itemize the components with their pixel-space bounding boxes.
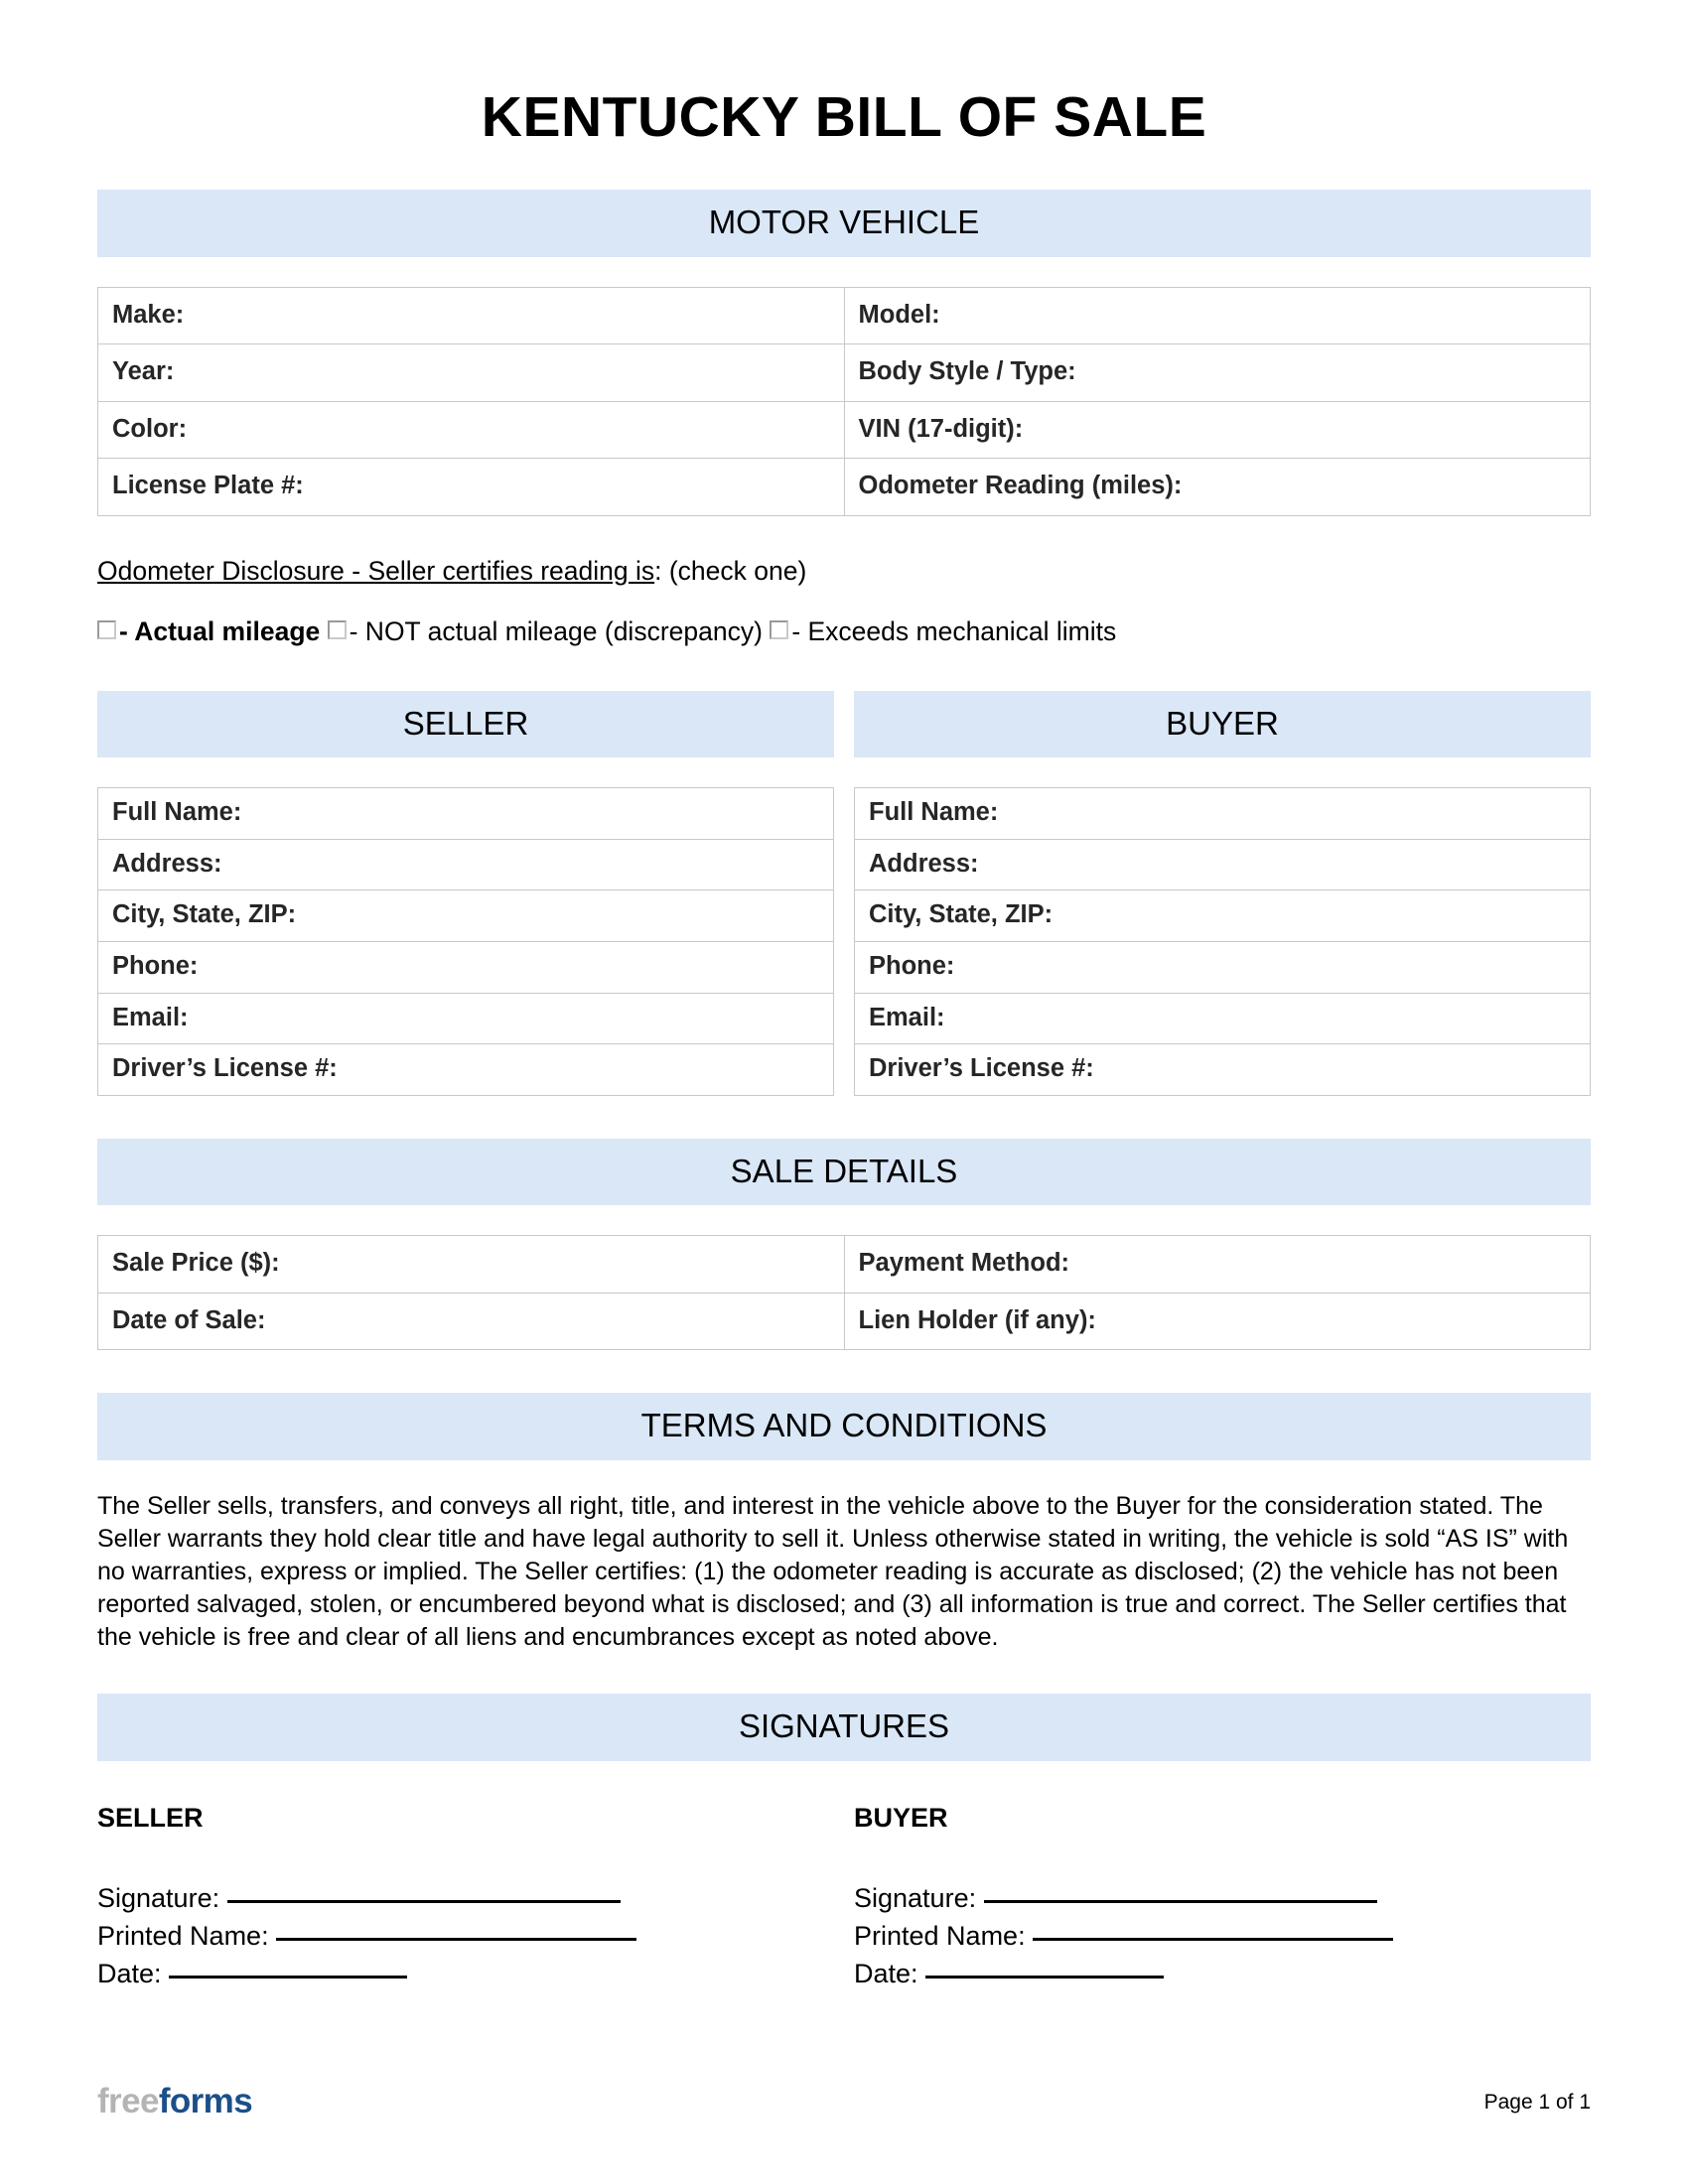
odometer-disclosure-heading — [97, 556, 1591, 588]
table-row — [98, 459, 1591, 516]
odometer-heading-underlined: Odometer Disclosure - Seller certifies reading is — [97, 555, 655, 586]
field-label-body-style[interactable]: Body Style / Type: — [844, 344, 1591, 402]
parties-section — [97, 691, 1591, 1096]
seller-field-city-state-zip[interactable]: City, State, ZIP: — [98, 890, 834, 942]
odometer-options-row — [97, 616, 1591, 648]
buyer-signature-line — [854, 1879, 1591, 1917]
table-row — [98, 1044, 834, 1096]
terms-and-conditions-text: The Seller sells, transfers, and conveys all right, title, and interest in the vehicle above to the Buyer for the consideration stated. The Seller warrants they hold clear title and have legal authority to sell it. Unless otherwise stated in writing, the vehicle is sold “AS IS” with no warranties, express or implied. The Seller certifies: (1) the odometer reading is accurate as disclosed; (2) the vehicle has not been reported salvaged, stolen, or encumbered beyond what is disclosed; and (3) all information is true and correct. The Seller certifies that the vehicle is free and clear of all liens and encumbrances except as noted above. — [97, 1492, 1569, 1652]
field-label-vin[interactable]: VIN (17-digit): — [844, 401, 1591, 459]
sale-details-table — [97, 1235, 1591, 1350]
seller-signature-line — [97, 1879, 834, 1917]
field-label-lien-holder[interactable]: Lien Holder (if any): — [844, 1293, 1591, 1350]
section-header-seller: SELLER — [97, 691, 834, 758]
field-label-odometer-reading[interactable]: Odometer Reading (miles): — [844, 459, 1591, 516]
option-label-exceeds-mechanical-limits[interactable]: - Exceeds mechanical limits — [791, 615, 1117, 646]
table-row — [98, 788, 834, 840]
table-row — [855, 941, 1591, 993]
buyer-field-drivers-license[interactable]: Driver’s License #: — [855, 1044, 1591, 1096]
buyer-date-rule[interactable] — [925, 1976, 1164, 1979]
section-header-signatures: SIGNATURES — [97, 1694, 1591, 1761]
seller-date-label: Date: — [97, 1959, 162, 1989]
buyer-column — [854, 691, 1591, 1096]
field-label-make[interactable]: Make: — [98, 287, 845, 344]
table-row — [855, 839, 1591, 890]
table-row — [855, 1044, 1591, 1096]
buyer-date-line — [854, 1955, 1591, 1992]
page-footer — [97, 2084, 1591, 2118]
buyer-field-address[interactable]: Address: — [855, 839, 1591, 890]
seller-info-table — [97, 787, 834, 1095]
buyer-signature-block — [854, 1803, 1591, 1993]
table-row — [98, 993, 834, 1044]
table-row — [98, 839, 834, 890]
odometer-heading-tail: : (check one) — [654, 555, 807, 586]
checkbox-exceeds-mechanical-limits[interactable] — [770, 620, 788, 639]
section-header-sale-details: SALE DETAILS — [97, 1139, 1591, 1206]
table-row — [855, 993, 1591, 1044]
seller-field-address[interactable]: Address: — [98, 839, 834, 890]
table-row — [98, 344, 1591, 402]
field-label-date-of-sale[interactable]: Date of Sale: — [98, 1293, 845, 1350]
field-label-payment-method[interactable]: Payment Method: — [844, 1236, 1591, 1294]
field-label-model[interactable]: Model: — [844, 287, 1591, 344]
seller-signature-label: Signature: — [97, 1882, 220, 1913]
section-header-motor-vehicle: MOTOR VEHICLE — [97, 190, 1591, 257]
section-header-buyer: BUYER — [854, 691, 1591, 758]
vehicle-info-table — [97, 287, 1591, 516]
logo-text-forms: forms — [158, 2082, 253, 2120]
buyer-date-label: Date: — [854, 1959, 918, 1989]
option-label-actual-mileage[interactable]: - Actual mileage — [119, 615, 321, 646]
buyer-field-email[interactable]: Email: — [855, 993, 1591, 1044]
table-row — [98, 890, 834, 942]
table-row — [855, 890, 1591, 942]
field-label-year[interactable]: Year: — [98, 344, 845, 402]
seller-printed-name-label: Printed Name: — [97, 1921, 269, 1952]
buyer-printed-name-rule[interactable] — [1033, 1938, 1393, 1941]
seller-field-phone[interactable]: Phone: — [98, 941, 834, 993]
seller-field-full-name[interactable]: Full Name: — [98, 788, 834, 840]
seller-signature-role-label: SELLER — [97, 1802, 204, 1833]
field-label-license-plate[interactable]: License Plate #: — [98, 459, 845, 516]
logo-text-free: free — [97, 2082, 159, 2120]
buyer-signature-label: Signature: — [854, 1882, 977, 1913]
seller-signature-block — [97, 1803, 834, 1993]
page-number: Page 1 of 1 — [1483, 2091, 1591, 2114]
buyer-signature-role-label: BUYER — [854, 1802, 948, 1833]
buyer-field-phone[interactable]: Phone: — [855, 941, 1591, 993]
table-row — [98, 941, 834, 993]
seller-date-rule[interactable] — [169, 1976, 407, 1979]
checkbox-not-actual-mileage[interactable] — [328, 620, 347, 639]
seller-printed-name-line — [97, 1917, 834, 1955]
signatures-section — [97, 1803, 1591, 1993]
buyer-field-city-state-zip[interactable]: City, State, ZIP: — [855, 890, 1591, 942]
seller-signature-rule[interactable] — [227, 1900, 621, 1903]
freeforms-logo[interactable] — [97, 2084, 252, 2118]
section-header-terms-and-conditions: TERMS AND CONDITIONS — [97, 1393, 1591, 1460]
seller-column — [97, 691, 834, 1096]
field-label-color[interactable]: Color: — [98, 401, 845, 459]
table-row — [98, 1236, 1591, 1294]
option-label-not-actual-mileage[interactable]: - NOT actual mileage (discrepancy) — [349, 615, 763, 646]
table-row — [98, 1293, 1591, 1350]
field-label-sale-price[interactable]: Sale Price ($): — [98, 1236, 845, 1294]
table-row — [855, 788, 1591, 840]
buyer-info-table — [854, 787, 1591, 1095]
seller-field-drivers-license[interactable]: Driver’s License #: — [98, 1044, 834, 1096]
seller-printed-name-rule[interactable] — [276, 1938, 636, 1941]
buyer-field-full-name[interactable]: Full Name: — [855, 788, 1591, 840]
buyer-printed-name-label: Printed Name: — [854, 1921, 1026, 1952]
page-title: KENTUCKY BILL OF SALE — [481, 85, 1207, 149]
table-row — [98, 401, 1591, 459]
seller-field-email[interactable]: Email: — [98, 993, 834, 1044]
buyer-printed-name-line — [854, 1917, 1591, 1955]
table-row — [98, 287, 1591, 344]
checkbox-actual-mileage[interactable] — [97, 620, 116, 639]
buyer-signature-rule[interactable] — [984, 1900, 1377, 1903]
odometer-disclosure — [97, 556, 1591, 648]
seller-date-line — [97, 1955, 834, 1992]
